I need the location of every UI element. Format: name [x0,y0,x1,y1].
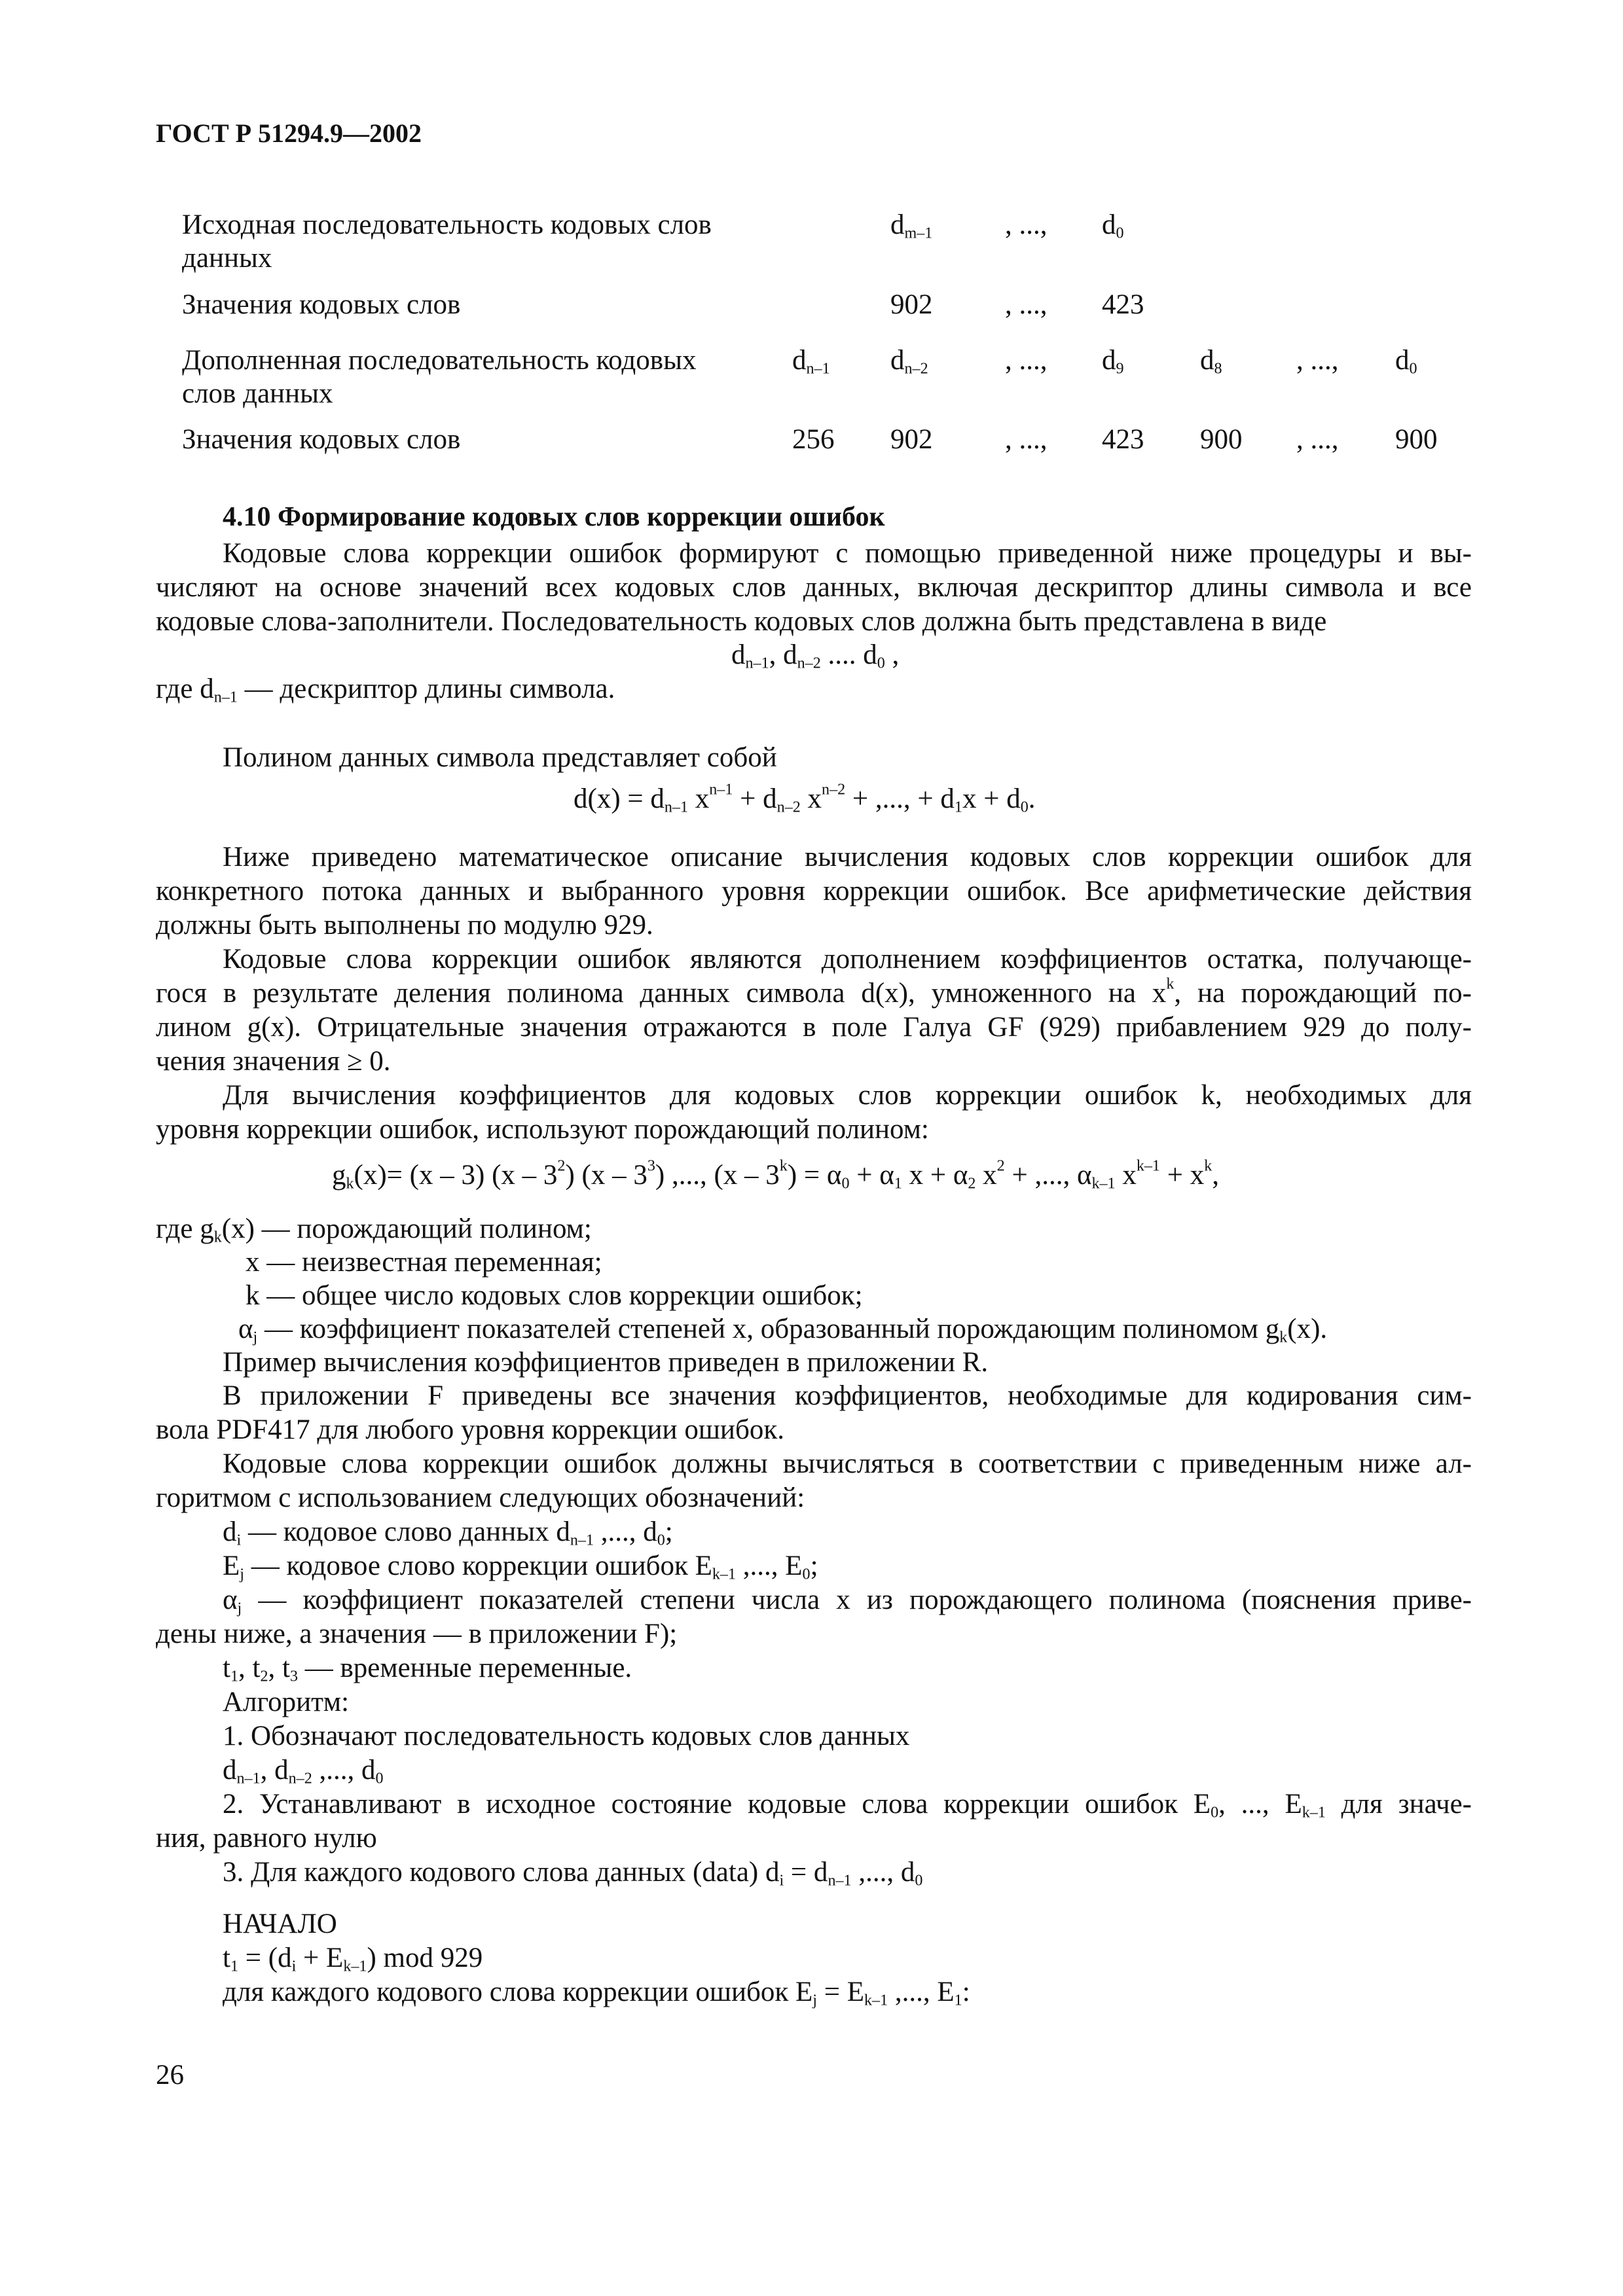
table-row-4-ellipsis-1: , ..., [1005,424,1048,455]
standard-header: ГОСТ Р 51294.9—2002 [156,118,422,148]
algorithm-step-1: 1. Обозначают последовательность кодовых слов данных [223,1721,910,1751]
paragraph-3-line-1: Кодовые слова коррекции ошибок являются дополнением коэффициентов остатка, получающе- [223,944,1472,975]
table-row-3-label-line-1: Дополненная последовательность кодовых [182,345,697,376]
table-row-4-label: Значения кодовых слов [182,424,461,455]
table-row-1-label-line-1: Исходная последовательность кодовых слов [182,209,712,240]
temporary-variables-definition: $t_1$, $t_2$, $t_3$ — временные переменные. [223,1653,632,1685]
paragraph-3-line-3: лином g(x). Отрицательные значения отражаются в поле Галуа GF (929) прибавлением 929 до полу- [156,1012,1472,1043]
paragraph-5-line-2: вола PDF417 для любого уровня коррекции ошибок. [156,1414,784,1445]
algorithm-step-2-line-1: 2. Устанавливают в исходное состояние кодовые слова коррекции ошибок $E_0$, ..., $E_{k-1}$ для значе- [223,1789,1472,1821]
t1-formula: $t_1 = (d_i + E_{k-1})$ mod 929 [223,1943,483,1975]
algorithm-step-3: 3. Для каждого кодового слова данных (data) $d_i = d_{n-1}$ ,..., $d_0$ [223,1857,923,1890]
table-row-2-value-423: 423 [1102,289,1144,320]
table-row-3-label-line-2: слов данных [182,378,333,409]
paragraph-2-line-3: должны быть выполнены по модулю 929. [156,910,653,941]
paragraph-1-line-1: Кодовые слова коррекции ошибок формируют с помощью приведенной ниже процедуры и вы- [223,538,1472,569]
paragraph-6-line-1: Кодовые слова коррекции ошибок должны вычисляться в соответствии с приведенным ниже ал- [223,1448,1472,1479]
algorithm-begin: НАЧАЛО [223,1909,337,1939]
table-row-2-value-902: 902 [890,289,933,320]
error-codeword-definition: $E_j$ — кодовое слово коррекции ошибок $E_{k-1}$ ,..., $E_0$; [223,1551,818,1583]
section-heading: 4.10 Формирование кодовых слов коррекции ошибок [223,502,885,532]
data-polynomial-formula: $d(x) = d_{n-1}$ $x^{n-1} + d_{n-2}$ $x^{n-2}$ + ,..., + $d_1x + d_0$. [574,781,1036,816]
table-row-1-label-line-2: данных [182,243,272,274]
table-row-3-d9: $d_9$ [1102,345,1124,378]
table-row-4-value-900-a: 900 [1200,424,1243,455]
alpha-j-definition-line-1: $\alpha_j$ — коэффициент показателей степени числа x из порождающего полинома (пояснения приве- [223,1585,1472,1617]
table-row-3-d8: $d_8$ [1200,345,1222,378]
paragraph-2-line-1: Ниже приведено математическое описание вычисления кодовых слов коррекции ошибок для [223,842,1472,872]
codeword-sequence-formula: $d_{n-1}$, $d_{n-2}$ .... $d_0$ , [731,639,900,672]
alpha-coefficient-definition: $\alpha_j$ — коэффициент показателей степеней x, образованный порождающим полиномом $g_k(x)$. [238,1314,1328,1346]
length-descriptor-definition: где $d_{n-1}$ — дескриптор длины символа. [156,673,615,706]
paragraph-4-line-1: Для вычисления коэффициентов для кодовых слов коррекции ошибок k, необходимых для [223,1080,1472,1111]
generator-polynomial-formula: $g_k(x)= (x - 3)$ $(x - 3^2)$ $(x - 3^3)$ ,..., $(x - 3^k) = \alpha_0 + \alpha_1$ $x + \alpha_2$ $x^2$ + ,..., $\alpha_{k-1}$ $x^{k-1} + x^k$, [332,1157,1220,1193]
paragraph-1-line-2: числяют на основе значений всех кодовых слов данных, включая дескриптор длины символа и все [156,572,1472,603]
page-number: 26 [156,2060,184,2090]
paragraph-5-line-1: В приложении F приведены все значения коэффициентов, необходимые для кодирования сим- [223,1380,1472,1411]
table-row-2-ellipsis: , ..., [1005,289,1048,320]
data-polynomial-intro: Полином данных символа представляет собой [223,742,777,773]
algorithm-label: Алгоритм: [223,1687,350,1717]
table-row-3-d0: $d_0$ [1395,345,1417,378]
table-row-4-value-423: 423 [1102,424,1144,455]
x-variable-definition: x — неизвестная переменная; [246,1247,602,1278]
algorithm-step-2-line-2: ния, равного нулю [156,1823,377,1854]
paragraph-6-line-2: горитмом с использованием следующих обозначений: [156,1482,805,1513]
table-row-4-value-902: 902 [890,424,933,455]
table-row-4-value-900-b: 900 [1395,424,1438,455]
k-variable-definition: k — общее число кодовых слов коррекции ошибок; [246,1280,863,1311]
table-row-1-ellipsis: , ..., [1005,209,1048,240]
appendix-r-reference: Пример вычисления коэффициентов приведен в приложении R. [223,1347,989,1378]
paragraph-3-line-2: гося в результате деления полинома данных символа d(x), умноженного на $x^k$, на порождающий по- [156,975,1472,1009]
table-row-3-ellipsis-1: , ..., [1005,345,1048,376]
paragraph-2-line-2: конкретного потока данных и выбранного уровня коррекции ошибок. Все арифметические действия [156,876,1472,906]
table-row-3-ellipsis-2: , ..., [1296,345,1339,376]
data-codeword-definition: $d_i$ — кодовое слово данных $d_{n-1}$ ,..., $d_0$; [223,1516,673,1549]
paragraph-3-line-4: чения значения ≥ 0. [156,1046,391,1077]
algorithm-step-1-sequence: $d_{n-1}$, $d_{n-2}$ ,..., $d_0$ [223,1755,384,1787]
table-row-4-ellipsis-2: , ..., [1296,424,1339,455]
paragraph-4-line-2: уровня коррекции ошибок, используют порождающий полином: [156,1114,929,1145]
table-row-4-value-256: 256 [792,424,835,455]
table-row-2-label: Значения кодовых слов [182,289,461,320]
table-row-3-dn2: $d_{n-2}$ [890,345,928,378]
for-each-error-codeword: для каждого кодового слова коррекции ошибок $E_j = E_{k-1}$ ,..., $E_1$: [223,1977,970,2009]
generator-polynomial-definition: где $g_k(x)$ — порождающий полином; [156,1213,592,1246]
alpha-j-definition-line-2: дены ниже, а значения — в приложении F); [156,1619,678,1649]
table-row-1-data-end: $d_0$ [1102,209,1124,242]
table-row-1-data-start: $d_{m-1}$ [890,209,933,242]
table-row-3-dn1: $d_{n-1}$ [792,345,830,378]
paragraph-1-line-3: кодовые слова-заполнители. Последовательность кодовых слов должна быть представлена в виде [156,606,1327,637]
